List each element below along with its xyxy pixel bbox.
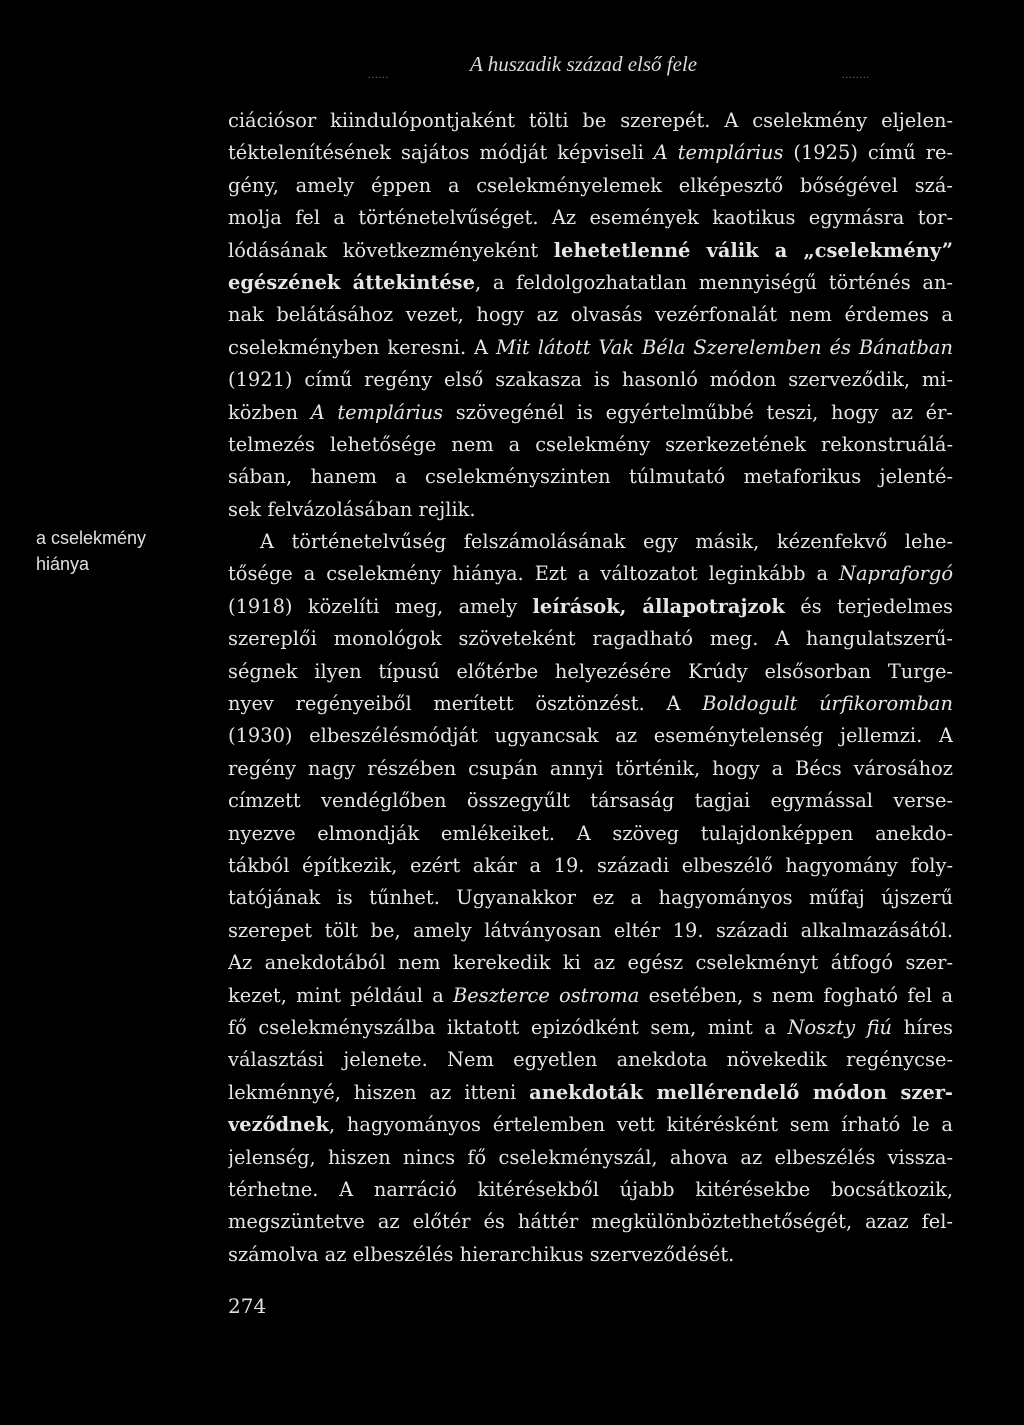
- text-run: (1918) közelíti meg, amely: [228, 594, 533, 618]
- text-run: nyezve elmondják emlékeiket. A szöveg tulajdonképpen anekdo-: [228, 821, 953, 845]
- text-line: [228, 656, 953, 688]
- text-run: (1930) elbeszélésmódját ugyancsak az eseménytelenség jellemzi. A: [228, 724, 953, 748]
- text-run: szövegénél is egyértelműbbé teszi, hogy az ér-: [443, 400, 953, 424]
- text-run: molja fel a történetelvűséget. Az események kaotikus egymásra tor-: [228, 206, 953, 230]
- text-run: szerepet tölt be, amely látványosan eltér 19. századi alkalmazásától.: [228, 918, 953, 942]
- text-line: [228, 267, 953, 299]
- text-run: nak belátásához vezet, hogy az olvasás vezérfonalát nem érdemes a: [228, 303, 953, 327]
- text-line: [228, 785, 953, 817]
- text-line: [228, 299, 953, 331]
- text-line: [228, 720, 953, 752]
- text-line: [228, 882, 953, 914]
- text-line: [228, 1206, 953, 1238]
- italic-title: Noszty fiú: [787, 1015, 893, 1039]
- text-run: (1921) című regény első szakasza is hasonló módon szerveződik, mi-: [228, 368, 953, 392]
- text-run: gény, amely éppen a cselekményelemek elképesztő bőségével szá-: [228, 173, 953, 197]
- text-line: [228, 1077, 953, 1109]
- text-run: tatójának is tűnhet. Ugyanakkor ez a hagyományos műfaj újszerű: [228, 886, 953, 910]
- text-line: [228, 332, 953, 364]
- text-run: megszüntetve az előtér és háttér megkülönböztethetőségét, azaz fel-: [228, 1210, 953, 1234]
- italic-title: Mit látott Vak Béla Szerelemben és Bánatban: [495, 335, 953, 359]
- text-run: híres: [892, 1015, 953, 1039]
- text-line: [228, 105, 953, 137]
- bold-phrase: egészének áttekintése: [228, 270, 475, 294]
- text-line: [228, 364, 953, 396]
- italic-title: A templárius: [310, 400, 444, 424]
- text-line: [228, 202, 953, 234]
- text-line: [228, 623, 953, 655]
- text-line: [228, 1109, 953, 1141]
- text-run: címzett vendéglőben összegyűlt társaság tagjai egymással verse-: [228, 789, 953, 813]
- text-line: [228, 558, 953, 590]
- bold-phrase: lehetetlenné válik a „cselekmény”: [553, 238, 953, 262]
- text-run: számolva az elbeszélés hierarchikus szerveződését.: [228, 1242, 735, 1266]
- text-run: térhetne. A narráció kitérésekből újabb kitérésekbe bocsátkozik,: [228, 1177, 953, 1201]
- bold-phrase: anekdoták mellérendelő módon szer-: [529, 1080, 953, 1104]
- text-run: téktelenítésének sajátos módját képviseli: [228, 141, 654, 165]
- text-line: [228, 947, 953, 979]
- text-run: , hagyományos értelemben vett kitérésként sem írható le a: [328, 1113, 953, 1137]
- text-line: [228, 1174, 953, 1206]
- italic-title: Beszterce ostroma: [453, 983, 640, 1007]
- margin-note-line: a cselekmény: [36, 528, 147, 548]
- text-run: esetében, s nem fogható fel a: [639, 983, 953, 1007]
- text-run: kezet, mint például a: [228, 983, 454, 1007]
- text-run: telmezés lehetősége nem a cselekmény szerkezetének rekonstruálá-: [228, 432, 953, 456]
- text-run: tákból építkezik, ezért akár a 19. századi elbeszélő hagyomány foly-: [228, 853, 953, 877]
- bold-phrase: veződnek: [228, 1113, 329, 1137]
- text-line: [228, 591, 953, 623]
- margin-note-line: hiánya: [36, 554, 90, 574]
- text-run: ségnek ilyen típusú előtérbe helyezésére Krúdy elsősorban Turge-: [228, 659, 953, 683]
- text-line: [228, 1239, 953, 1271]
- margin-note: [36, 525, 206, 577]
- text-line: [228, 980, 953, 1012]
- text-run: cselekményben keresni. A: [228, 335, 496, 359]
- text-line: [228, 818, 953, 850]
- text-line: [228, 494, 953, 526]
- bold-phrase: leírások, állapotrajzok: [532, 594, 785, 618]
- text-run: regény nagy részében csupán annyi történik, hogy a Bécs városához: [228, 756, 953, 780]
- italic-title: A templárius: [653, 141, 784, 165]
- text-run: sek felvázolásában rejlik.: [228, 497, 476, 521]
- text-run: (1925) című re-: [783, 141, 953, 165]
- text-line: [228, 1142, 953, 1174]
- body-text: [228, 105, 953, 1271]
- text-line: [228, 170, 953, 202]
- header-rule-right: ........: [842, 70, 870, 81]
- text-line: [228, 461, 953, 493]
- text-line: [228, 753, 953, 785]
- text-run: és terjedelmes: [784, 594, 953, 618]
- text-run: lódásának következményeként: [228, 238, 554, 262]
- text-run: közben: [228, 400, 311, 424]
- running-title: A huszadik század első fele: [470, 52, 698, 76]
- text-run: Az anekdotából nem kerekedik ki az egész cselekményt átfogó szer-: [228, 951, 953, 975]
- text-line: [228, 850, 953, 882]
- text-run: jelenség, hiszen nincs fő cselekményszál, ahova az elbeszélés vissza-: [228, 1145, 953, 1169]
- text-line: [228, 688, 953, 720]
- italic-title: Boldogult úrfikoromban: [702, 692, 953, 716]
- header-rule-left: ......: [368, 70, 389, 81]
- text-run: A történetelvűség felszámolásának egy másik, kézenfekvő lehe-: [260, 530, 953, 554]
- text-line: [228, 1044, 953, 1076]
- text-run: , a feldolgozhatatlan mennyiségű történés an-: [474, 270, 953, 294]
- italic-title: Napraforgó: [839, 562, 953, 586]
- text-line: [228, 1012, 953, 1044]
- text-run: nyev regényeiből merített ösztönzést. A: [228, 692, 703, 716]
- text-run: választási jelenete. Nem egyetlen anekdota növekedik regénycse-: [228, 1048, 953, 1072]
- text-line: [228, 397, 953, 429]
- page-number: 274: [228, 1294, 267, 1318]
- text-run: ciációsor kiindulópontjaként tölti be szerepét. A cselekmény eljelen-: [228, 109, 953, 132]
- text-run: fő cselekményszálba iktatott epizódként sem, mint a: [228, 1015, 788, 1039]
- text-line: [228, 429, 953, 461]
- text-run: szereplői monológok szöveteként ragadható meg. A hangulatszerű-: [228, 627, 953, 651]
- text-run: sában, hanem a cselekményszinten túlmutató metaforikus jelenté-: [228, 465, 953, 489]
- text-line: [228, 526, 953, 558]
- text-line: [228, 915, 953, 947]
- text-line: [228, 235, 953, 267]
- text-run: tősége a cselekmény hiánya. Ezt a változatot leginkább a: [228, 562, 840, 586]
- text-line: [228, 137, 953, 169]
- text-run: lekménnyé, hiszen az itteni: [228, 1080, 530, 1104]
